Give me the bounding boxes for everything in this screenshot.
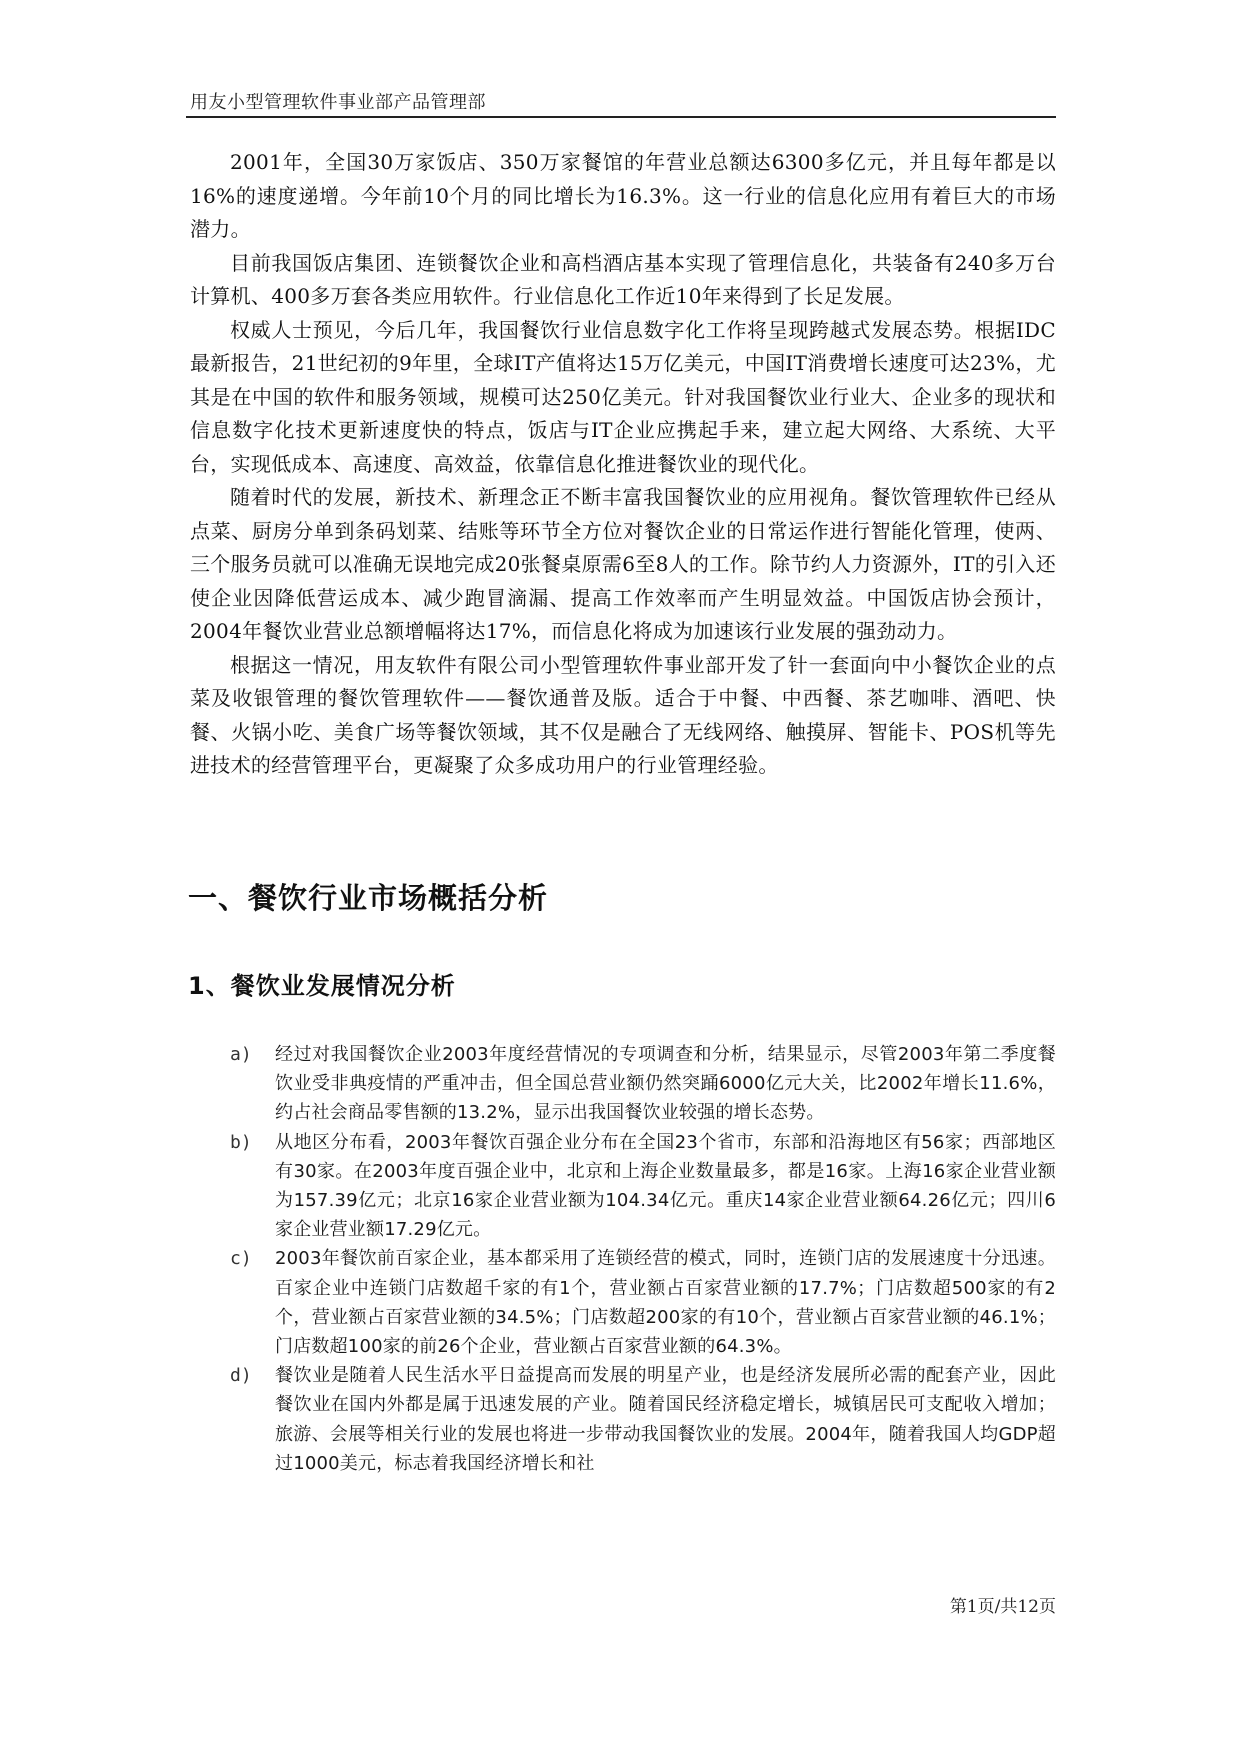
list-marker: c) xyxy=(230,1248,252,1270)
list-item xyxy=(230,1361,1056,1478)
page-number: 第1页/共12页 xyxy=(949,1597,1056,1617)
intro-paragraph: 随着时代的发展，新技术、新理念正不断丰富我国餐饮业的应用视角。餐饮管理软件已经从点菜、厨房分单到条码划菜、结账等环节全方位对餐饮企业的日常运作进行智能化管理，使两、三个服务员就可以准确无误地完成20张餐桌原需6至8人的工作。除节约人力资源外，IT的引入还使企业因降低营运成本、减少跑冒滴漏、提高工作效率而产生明显效益。中国饭店协会预计，2004年餐饮业营业总额增幅将达17%，而信息化将成为加速该行业发展的强劲动力。 xyxy=(190,485,1056,643)
list-marker: a) xyxy=(230,1044,252,1065)
page-footer xyxy=(900,1592,1056,1617)
subsection-heading: 1、餐饮业发展情况分析 xyxy=(188,972,456,1000)
intro-section xyxy=(190,146,1056,783)
list-item-text: 经过对我国餐饮企业2003年度经营情况的专项调查和分析，结果显示，尽管2003年第二季度餐饮业受非典疫情的严重冲击，但全国总营业额仍然突踊6000亿元大关，比2002年增长11.6%，约占社会商品零售额的13.2%，显示出我国餐饮业较强的增长态势。 xyxy=(275,1044,1056,1124)
list-marker: b) xyxy=(230,1131,252,1153)
list-item xyxy=(230,1244,1056,1361)
section-heading: 一、餐饮行业市场概括分析 xyxy=(188,881,549,915)
analysis-list xyxy=(230,1040,1056,1478)
list-item-text: 餐饮业是随着人民生活水平日益提高而发展的明星产业，也是经济发展所必需的配套产业，因此餐饮业在国内外都是属于迅速发展的产业。随着国民经济稳定增长，城镇居民可支配收入增加；旅游、会展等相关行业的发展也将进一步带动我国餐饮业的发展。2004年，随着我国人均GDP超过1000美元，标志着我国经济增长和社 xyxy=(275,1365,1056,1474)
intro-paragraph: 2001年，全国30万家饭店、350万家餐馆的年营业总额达6300多亿元，并且每年都是以16%的速度递增。今年前10个月的同比增长为16.3%。这一行业的信息化应用有着巨大的市场潜力。 xyxy=(190,150,1056,241)
list-item-text: 2003年餐饮前百家企业，基本都采用了连锁经营的模式，同时，连锁门店的发展速度十分迅速。百家企业中连锁门店数超千家的有1个，营业额占百家营业额的17.7%；门店数超500家的有2个，营业额占百家营业额的34.5%；门店数超200家的有10个，营业额占百家营业额的46.1%；门店数超100家的前26个企业，营业额占百家营业额的64.3%。 xyxy=(275,1248,1056,1358)
intro-paragraph: 目前我国饭店集团、连锁餐饮企业和高档酒店基本实现了管理信息化，共装备有240多万台计算机、400多万套各类应用软件。行业信息化工作近10年来得到了长足发展。 xyxy=(190,250,1056,308)
intro-paragraph: 权威人士预见，今后几年，我国餐饮行业信息数字化工作将呈现跨越式发展态势。根据IDC最新报告，21世纪初的9年里，全球IT产值将达15万亿美元，中国IT消费增长速度可达23%，尤其是在中国的软件和服务领域，规模可达250亿美元。针对我国餐饮业行业大、企业多的现状和信息数字化技术更新速度快的特点，饭店与IT企业应携起手来，建立起大网络、大系统、大平台，实现低成本、高速度、高效益，依靠信息化推进餐饮业的现代化。 xyxy=(190,317,1056,476)
list-marker: d) xyxy=(230,1365,252,1387)
page-header xyxy=(186,86,1056,118)
list-item-text: 从地区分布看，2003年餐饮百强企业分布在全国23个省市，东部和沿海地区有56家；西部地区有30家。在2003年度百强企业中，北京和上海企业数量最多，都是16家。上海16家企业营业额为157.39亿元；北京16家企业营业额为104.34亿元。重庆14家企业营业额64.26亿元；四川6家企业营业额17.29亿元。 xyxy=(275,1131,1056,1241)
intro-paragraph: 根据这一情况，用友软件有限公司小型管理软件事业部开发了针一套面向中小餐饮企业的点菜及收银管理的餐饮管理软件——餐饮通普及版。适合于中餐、中西餐、茶艺咖啡、酒吧、快餐、火锅小吃、美食广场等餐饮领域，其不仅是融合了无线网络、触摸屏、智能卡、POS机等先进技术的经营管理平台，更凝聚了众多成功用户的行业管理经验。 xyxy=(190,652,1056,777)
list-item xyxy=(230,1128,1056,1245)
list-item xyxy=(230,1040,1056,1128)
header-title: 用友小型管理软件事业部产品管理部 xyxy=(190,92,486,113)
